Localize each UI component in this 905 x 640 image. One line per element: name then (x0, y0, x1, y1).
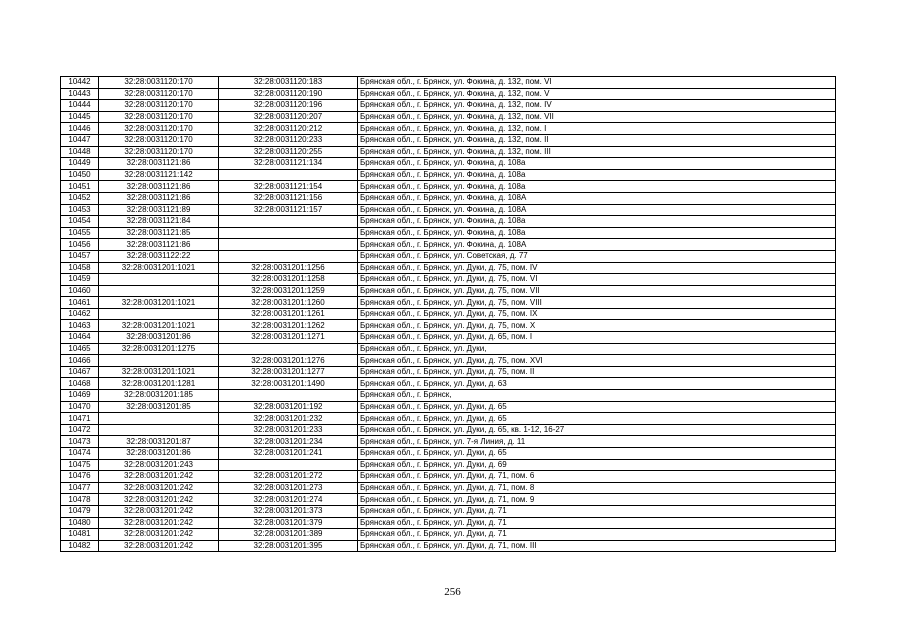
address-cell: Брянская обл., г. Брянск, ул. Фокина, д. 132, пом. VII (358, 111, 836, 123)
parcel-number-cell: 32:28:0031201:1021 (99, 262, 219, 274)
table-row (61, 401, 836, 413)
address-cell: Брянская обл., г. Брянск, ул. Дуки, д. 75, пом. VII (358, 285, 836, 297)
row-number-cell: 10443 (61, 88, 99, 100)
table-row (61, 459, 836, 471)
row-number-cell: 10447 (61, 134, 99, 146)
parcel-number-cell: 32:28:0031201:242 (99, 482, 219, 494)
address-cell: Брянская обл., г. Брянск, ул. Фокина, д. 108а (358, 169, 836, 181)
table-row (61, 239, 836, 251)
address-cell: Брянская обл., г. Брянск, ул. Фокина, д. 132, пом. I (358, 123, 836, 135)
address-cell: Брянская обл., г. Брянск, ул. Дуки, д. 71, пом. 8 (358, 482, 836, 494)
address-cell: Брянская обл., г. Брянск, ул. Дуки, д. 65, пом. I (358, 332, 836, 344)
address-cell: Брянская обл., г. Брянск, ул. Дуки, д. 71, пом. 6 (358, 471, 836, 483)
table-row (61, 332, 836, 344)
object-number-cell: 32:28:0031201:1490 (219, 378, 358, 390)
table-row (61, 540, 836, 552)
address-cell: Брянская обл., г. Брянск, ул. Фокина, д. 108а (358, 227, 836, 239)
object-number-cell (219, 216, 358, 228)
parcel-number-cell: 32:28:0031121:142 (99, 169, 219, 181)
object-number-cell: 32:28:0031120:212 (219, 123, 358, 135)
page-number: 256 (444, 586, 461, 598)
object-number-cell: 32:28:0031120:255 (219, 146, 358, 158)
table-row (61, 204, 836, 216)
row-number-cell: 10452 (61, 192, 99, 204)
object-number-cell: 32:28:0031201:1256 (219, 262, 358, 274)
table-row (61, 134, 836, 146)
parcel-number-cell: 32:28:0031121:86 (99, 158, 219, 170)
parcel-number-cell: 32:28:0031201:242 (99, 471, 219, 483)
row-number-cell: 10448 (61, 146, 99, 158)
address-cell: Брянская обл., г. Брянск, ул. Дуки, д. 63 (358, 378, 836, 390)
table-row (61, 192, 836, 204)
object-number-cell (219, 343, 358, 355)
object-number-cell: 32:28:0031121:134 (219, 158, 358, 170)
table-row (61, 517, 836, 529)
row-number-cell: 10458 (61, 262, 99, 274)
object-number-cell: 32:28:0031121:154 (219, 181, 358, 193)
object-number-cell (219, 227, 358, 239)
address-cell: Брянская обл., г. Брянск, ул. Дуки, д. 71 (358, 529, 836, 541)
table-row (61, 216, 836, 228)
parcel-number-cell: 32:28:0031201:86 (99, 332, 219, 344)
row-number-cell: 10459 (61, 274, 99, 286)
object-number-cell (219, 239, 358, 251)
object-number-cell: 32:28:0031201:272 (219, 471, 358, 483)
table-row (61, 320, 836, 332)
table-row (61, 158, 836, 170)
parcel-number-cell: 32:28:0031201:87 (99, 436, 219, 448)
row-number-cell: 10475 (61, 459, 99, 471)
parcel-number-cell (99, 274, 219, 286)
table-row (61, 88, 836, 100)
table-row (61, 181, 836, 193)
address-cell: Брянская обл., г. Брянск, ул. Дуки, д. 75, пом. X (358, 320, 836, 332)
object-number-cell: 32:28:0031201:1271 (219, 332, 358, 344)
row-number-cell: 10480 (61, 517, 99, 529)
object-number-cell: 32:28:0031121:156 (219, 192, 358, 204)
row-number-cell: 10478 (61, 494, 99, 506)
parcel-number-cell: 32:28:0031121:86 (99, 239, 219, 251)
address-cell: Брянская обл., г. Брянск, ул. Фокина, д. 108А (358, 204, 836, 216)
object-number-cell: 32:28:0031120:196 (219, 100, 358, 112)
object-number-cell: 32:28:0031201:1259 (219, 285, 358, 297)
parcel-number-cell: 32:28:0031120:170 (99, 111, 219, 123)
row-number-cell: 10442 (61, 77, 99, 89)
table-row (61, 77, 836, 89)
table-row (61, 471, 836, 483)
parcel-number-cell: 32:28:0031120:170 (99, 134, 219, 146)
row-number-cell: 10473 (61, 436, 99, 448)
parcel-number-cell: 32:28:0031201:242 (99, 494, 219, 506)
row-number-cell: 10445 (61, 111, 99, 123)
row-number-cell: 10457 (61, 250, 99, 262)
address-cell: Брянская обл., г. Брянск, ул. Фокина, д. 108А (358, 192, 836, 204)
address-cell: Брянская обл., г. Брянск, ул. Фокина, д. 108А (358, 239, 836, 251)
row-number-cell: 10460 (61, 285, 99, 297)
table-row (61, 262, 836, 274)
object-number-cell (219, 390, 358, 402)
registry-table (60, 76, 836, 552)
address-cell: Брянская обл., г. Брянск, ул. Фокина, д. 132, пом. II (358, 134, 836, 146)
object-number-cell (219, 169, 358, 181)
row-number-cell: 10481 (61, 529, 99, 541)
row-number-cell: 10463 (61, 320, 99, 332)
parcel-number-cell: 32:28:0031201:86 (99, 448, 219, 460)
row-number-cell: 10462 (61, 308, 99, 320)
parcel-number-cell: 32:28:0031201:242 (99, 529, 219, 541)
row-number-cell: 10451 (61, 181, 99, 193)
object-number-cell: 32:28:0031201:379 (219, 517, 358, 529)
object-number-cell: 32:28:0031201:232 (219, 413, 358, 425)
address-cell: Брянская обл., г. Брянск, ул. Дуки, д. 65 (358, 448, 836, 460)
object-number-cell: 32:28:0031201:389 (219, 529, 358, 541)
parcel-number-cell: 32:28:0031201:85 (99, 401, 219, 413)
table-row (61, 227, 836, 239)
parcel-number-cell (99, 285, 219, 297)
parcel-number-cell: 32:28:0031201:1021 (99, 320, 219, 332)
parcel-number-cell: 32:28:0031201:185 (99, 390, 219, 402)
row-number-cell: 10456 (61, 239, 99, 251)
object-number-cell: 32:28:0031201:1258 (219, 274, 358, 286)
object-number-cell: 32:28:0031201:241 (219, 448, 358, 460)
address-cell: Брянская обл., г. Брянск, ул. Дуки, д. 65, кв. 1-12, 16-27 (358, 424, 836, 436)
table-row (61, 297, 836, 309)
object-number-cell: 32:28:0031201:395 (219, 540, 358, 552)
address-cell: Брянская обл., г. Брянск, ул. Дуки, д. 75, пом. VIII (358, 297, 836, 309)
parcel-number-cell: 32:28:0031121:85 (99, 227, 219, 239)
row-number-cell: 10468 (61, 378, 99, 390)
address-cell: Брянская обл., г. Брянск, ул. Дуки, д. 69 (358, 459, 836, 471)
parcel-number-cell: 32:28:0031201:242 (99, 540, 219, 552)
row-number-cell: 10467 (61, 366, 99, 378)
address-cell: Брянская обл., г. Брянск, ул. Фокина, д. 132, пом. III (358, 146, 836, 158)
address-cell: Брянская обл., г. Брянск, ул. Дуки, д. 75, пом. II (358, 366, 836, 378)
parcel-number-cell: 32:28:0031121:89 (99, 204, 219, 216)
table-row (61, 390, 836, 402)
registry-table-body (61, 77, 836, 552)
row-number-cell: 10482 (61, 540, 99, 552)
row-number-cell: 10476 (61, 471, 99, 483)
parcel-number-cell (99, 308, 219, 320)
object-number-cell: 32:28:0031201:373 (219, 505, 358, 517)
row-number-cell: 10477 (61, 482, 99, 494)
address-cell: Брянская обл., г. Брянск, ул. Фокина, д. 108а (358, 158, 836, 170)
parcel-number-cell: 32:28:0031121:84 (99, 216, 219, 228)
object-number-cell: 32:28:0031201:234 (219, 436, 358, 448)
object-number-cell: 32:28:0031120:183 (219, 77, 358, 89)
table-row (61, 343, 836, 355)
parcel-number-cell: 32:28:0031201:1021 (99, 366, 219, 378)
address-cell: Брянская обл., г. Брянск, ул. Фокина, д. 108а (358, 181, 836, 193)
object-number-cell: 32:28:0031121:157 (219, 204, 358, 216)
parcel-number-cell: 32:28:0031201:1281 (99, 378, 219, 390)
parcel-number-cell: 32:28:0031201:242 (99, 517, 219, 529)
address-cell: Брянская обл., г. Брянск, ул. Дуки, д. 75, пом. VI (358, 274, 836, 286)
row-number-cell: 10469 (61, 390, 99, 402)
object-number-cell: 32:28:0031201:1261 (219, 308, 358, 320)
table-row (61, 274, 836, 286)
address-cell: Брянская обл., г. Брянск, (358, 390, 836, 402)
object-number-cell: 32:28:0031201:274 (219, 494, 358, 506)
row-number-cell: 10470 (61, 401, 99, 413)
address-cell: Брянская обл., г. Брянск, ул. Дуки, д. 65 (358, 401, 836, 413)
row-number-cell: 10449 (61, 158, 99, 170)
parcel-number-cell: 32:28:0031120:170 (99, 123, 219, 135)
parcel-number-cell (99, 424, 219, 436)
address-cell: Брянская обл., г. Брянск, ул. Дуки, д. 71 (358, 517, 836, 529)
address-cell: Брянская обл., г. Брянск, ул. Фокина, д. 132, пом. V (358, 88, 836, 100)
parcel-number-cell (99, 413, 219, 425)
object-number-cell: 32:28:0031120:190 (219, 88, 358, 100)
parcel-number-cell (99, 355, 219, 367)
table-row (61, 100, 836, 112)
address-cell: Брянская обл., г. Брянск, ул. Дуки, д. 75, пом. XVI (358, 355, 836, 367)
table-row (61, 448, 836, 460)
object-number-cell: 32:28:0031201:1277 (219, 366, 358, 378)
parcel-number-cell: 32:28:0031121:86 (99, 181, 219, 193)
parcel-number-cell: 32:28:0031122:22 (99, 250, 219, 262)
table-row (61, 529, 836, 541)
table-row (61, 285, 836, 297)
row-number-cell: 10466 (61, 355, 99, 367)
parcel-number-cell: 32:28:0031201:1021 (99, 297, 219, 309)
table-row (61, 111, 836, 123)
table-row (61, 250, 836, 262)
parcel-number-cell: 32:28:0031120:170 (99, 88, 219, 100)
parcel-number-cell: 32:28:0031120:170 (99, 146, 219, 158)
object-number-cell: 32:28:0031201:1262 (219, 320, 358, 332)
row-number-cell: 10465 (61, 343, 99, 355)
row-number-cell: 10444 (61, 100, 99, 112)
object-number-cell: 32:28:0031201:192 (219, 401, 358, 413)
table-row (61, 169, 836, 181)
address-cell: Брянская обл., г. Брянск, ул. 7-я Линия, д. 11 (358, 436, 836, 448)
address-cell: Брянская обл., г. Брянск, ул. Дуки, (358, 343, 836, 355)
row-number-cell: 10450 (61, 169, 99, 181)
object-number-cell: 32:28:0031201:273 (219, 482, 358, 494)
table-row (61, 123, 836, 135)
object-number-cell: 32:28:0031120:233 (219, 134, 358, 146)
object-number-cell (219, 459, 358, 471)
table-row (61, 355, 836, 367)
address-cell: Брянская обл., г. Брянск, ул. Дуки, д. 75, пом. IV (358, 262, 836, 274)
row-number-cell: 10455 (61, 227, 99, 239)
address-cell: Брянская обл., г. Брянск, ул. Дуки, д. 71, пом. III (358, 540, 836, 552)
table-row (61, 308, 836, 320)
parcel-number-cell: 32:28:0031120:170 (99, 77, 219, 89)
parcel-number-cell: 32:28:0031201:1275 (99, 343, 219, 355)
table-row (61, 366, 836, 378)
row-number-cell: 10453 (61, 204, 99, 216)
parcel-number-cell: 32:28:0031120:170 (99, 100, 219, 112)
row-number-cell: 10474 (61, 448, 99, 460)
address-cell: Брянская обл., г. Брянск, ул. Дуки, д. 75, пом. IX (358, 308, 836, 320)
address-cell: Брянская обл., г. Брянск, ул. Фокина, д. 108а (358, 216, 836, 228)
row-number-cell: 10446 (61, 123, 99, 135)
object-number-cell (219, 250, 358, 262)
row-number-cell: 10464 (61, 332, 99, 344)
address-cell: Брянская обл., г. Брянск, ул. Фокина, д. 132, пом. VI (358, 77, 836, 89)
table-row (61, 494, 836, 506)
address-cell: Брянская обл., г. Брянск, ул. Фокина, д. 132, пом. IV (358, 100, 836, 112)
parcel-number-cell: 32:28:0031201:242 (99, 505, 219, 517)
row-number-cell: 10454 (61, 216, 99, 228)
table-row (61, 146, 836, 158)
row-number-cell: 10479 (61, 505, 99, 517)
object-number-cell: 32:28:0031120:207 (219, 111, 358, 123)
address-cell: Брянская обл., г. Брянск, ул. Дуки, д. 71 (358, 505, 836, 517)
object-number-cell: 32:28:0031201:1276 (219, 355, 358, 367)
row-number-cell: 10472 (61, 424, 99, 436)
parcel-number-cell: 32:28:0031121:86 (99, 192, 219, 204)
row-number-cell: 10461 (61, 297, 99, 309)
table-row (61, 436, 836, 448)
address-cell: Брянская обл., г. Брянск, ул. Советская, д. 77 (358, 250, 836, 262)
object-number-cell: 32:28:0031201:1260 (219, 297, 358, 309)
table-row (61, 413, 836, 425)
table-row (61, 482, 836, 494)
parcel-number-cell: 32:28:0031201:243 (99, 459, 219, 471)
table-row (61, 424, 836, 436)
object-number-cell: 32:28:0031201:233 (219, 424, 358, 436)
address-cell: Брянская обл., г. Брянск, ул. Дуки, д. 71, пом. 9 (358, 494, 836, 506)
table-row (61, 378, 836, 390)
table-row (61, 505, 836, 517)
address-cell: Брянская обл., г. Брянск, ул. Дуки, д. 65 (358, 413, 836, 425)
row-number-cell: 10471 (61, 413, 99, 425)
